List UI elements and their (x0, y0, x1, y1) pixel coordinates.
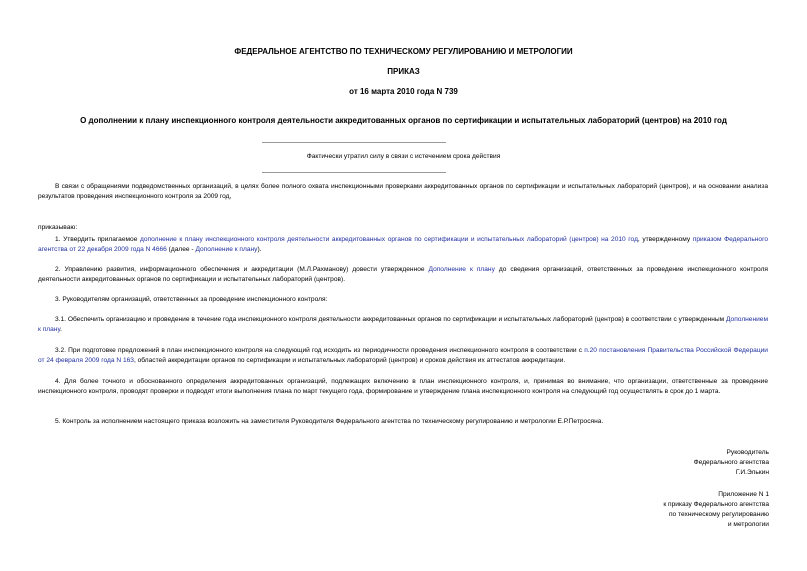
item-1-paragraph: 1. Утвердить прилагаемое дополнение к плану инспекционного контроля деятельности аккредитованных органов по сертификации и испытательных лабораторий (центров) на 2010 год, утвержденному приказом Федерального агентства от 22 декабря 2009 года N 4666 (далее - Дополнение к плану). (38, 236, 768, 253)
signature-name: Г.И.Элькин (735, 469, 769, 476)
item-2-paragraph: 2. Управлению развития, информационного обеспечения и аккредитации (М.Л.Рахманову) довести утвержденное Дополнение к плану до сведения организаций, ответственных за проведение инспекционного контроля деятельности аккредитованных органов по сертификации и испытательных лабораторий (центров). (38, 266, 768, 283)
supplement-link-item-3-1[interactable]: Дополнением к плану (38, 316, 768, 333)
divider-bottom (262, 172, 446, 173)
clause-20-link[interactable]: п.20 (584, 347, 597, 354)
government-decree-163-link[interactable]: постановления Правительства Российской Федерации от 24 февраля 2009 года N 163 (38, 347, 768, 364)
order-word: приказываю: (38, 224, 78, 231)
item-5-paragraph: 5. Контроль за исполнением настоящего приказа возложить на заместителя Руководителя Федерального агентства по техническому регулированию и метрологии Е.Р.Петросяна. (55, 418, 604, 425)
item-3-1-paragraph: 3.1. Обеспечить организацию и проведение в течение года инспекционного контроля деятельности аккредитованных органов по сертификации и испытательных лабораторий (центров) в соответствии с утвержденным Дополнением к плану. (38, 316, 768, 333)
item-4-paragraph: 4. Для более точного и обоснованного определения аккредитованных организаций, подлежащих включению в план инспекционного контроля, и, принимая во внимание, что организации, ответственные за проведение инспекционного контроля, проводят проверки и подводят итоги выполнения плана по март текущего года, формирование и утверждение плана инспекционного контроля на следующий год осуществлять в срок до 1 марта. (38, 378, 768, 395)
date-number-heading: от 16 марта 2010 года N 739 (349, 87, 458, 96)
appendix-line-3: по техническому регулированию (668, 511, 769, 518)
appendix-line-2: к приказу Федерального агентства (663, 501, 769, 508)
signature-position: Руководитель (726, 449, 769, 456)
plan-supplement-link[interactable]: дополнение к плану инспекционного контроля деятельности аккредитованных органов по сертификации и испытательных лабораторий (центров) на 2010 год (139, 236, 638, 243)
agency-heading: ФЕДЕРАЛЬНОЕ АГЕНТСТВО ПО ТЕХНИЧЕСКОМУ РЕГУЛИРОВАНИЮ И МЕТРОЛОГИИ (234, 47, 573, 56)
divider-top (262, 142, 446, 143)
supplement-short-link[interactable]: Дополнение к плану (195, 246, 258, 253)
page-title: О дополнении к плану инспекционного контроля деятельности аккредитованных органов по сертификации и испытательных лабораторий (центров) на 2010 год (80, 116, 727, 125)
order-4666-link[interactable]: приказом Федерального агентства от 22 декабря 2009 года N 4666 (38, 236, 768, 253)
doc-type-heading: ПРИКАЗ (387, 67, 420, 76)
signature-agency: Федерального агентства (693, 459, 769, 466)
status-note: Фактически утратил силу в связи с истечением срока действия (306, 153, 501, 160)
signature-block (694, 448, 769, 478)
appendix-block (663, 490, 769, 530)
item-3-paragraph: 3. Руководителям организаций, ответственных за проведение инспекционного контроля: (55, 296, 328, 303)
appendix-line-4: и метрологии (727, 521, 769, 528)
supplement-link-item-2[interactable]: Дополнение к плану (428, 266, 495, 273)
item-3-2-paragraph: 3.2. При подготовке предложений в план инспекционного контроля на следующий год исходить из периодичности проведения инспекционного контроля в соответствии с п.20 постановления Правительства Российской Федерации от 24 февраля 2009 года N 163, областей аккредитации органов по сертификации и испытательных лабораторий (центров) и сроков действия их аттестатов аккредитации. (38, 347, 768, 364)
preamble-paragraph: В связи с обращениями подведомственных организаций, в целях более полного охвата инспекционными проверками аккредитованных органов по сертификации и испытательных лабораторий (центров), и на основании анализа результатов проведения инспекционного контроля за 2009 год, (38, 183, 768, 200)
appendix-number: Приложение N 1 (718, 491, 769, 498)
